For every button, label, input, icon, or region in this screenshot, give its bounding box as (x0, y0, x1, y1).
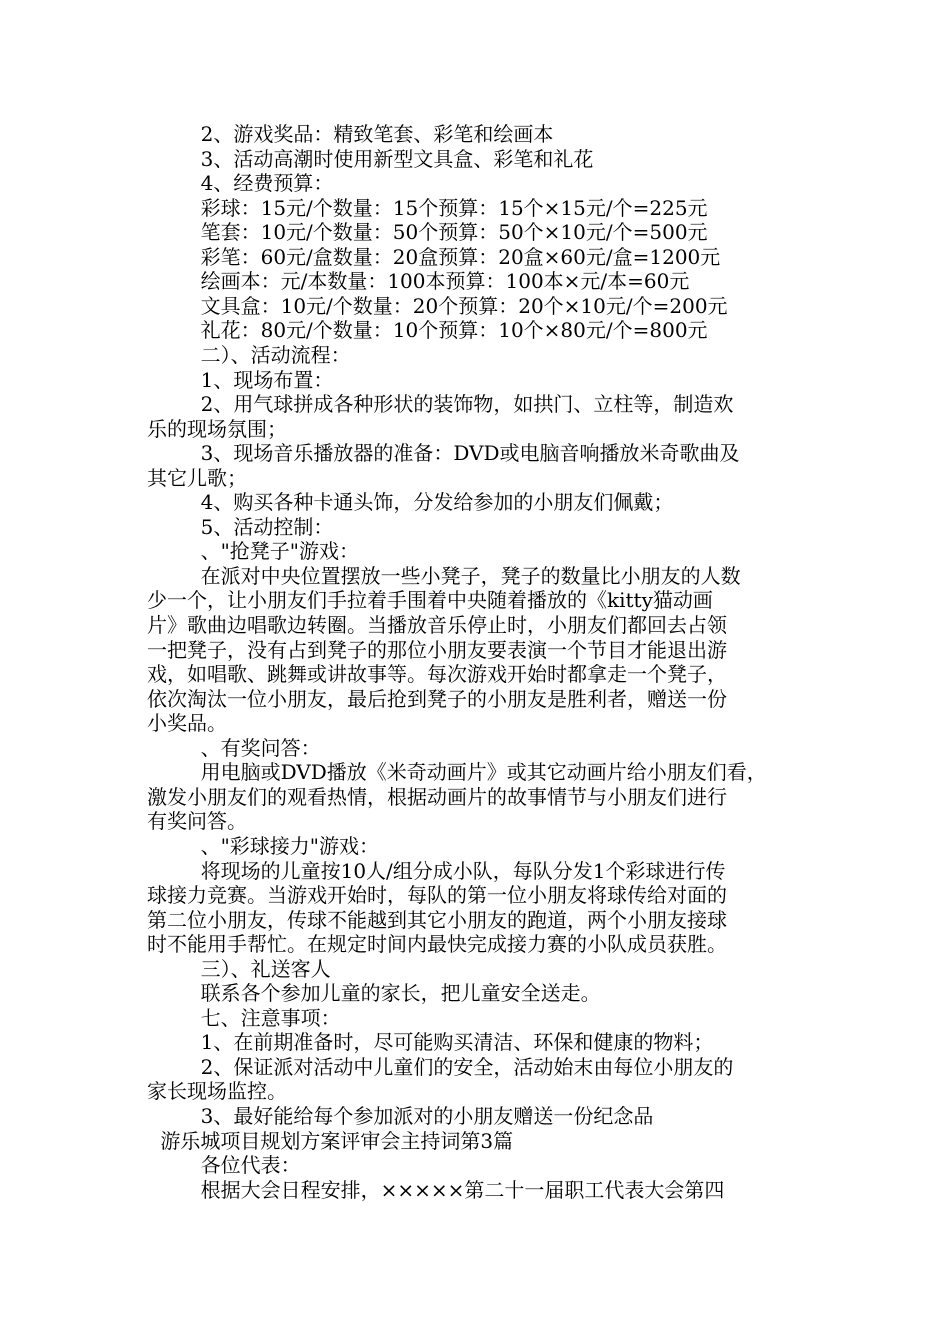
text-line: 联系各个参加儿童的家长，把儿童安全送走。 (200, 981, 601, 1006)
text-line: 戏，如唱歌、跳舞或讲故事等。每次游戏开始时都拿走一个凳子， (147, 662, 727, 687)
text-line: 游乐城项目规划方案评审会主持词第3篇 (160, 1128, 514, 1153)
text-line: 第二位小朋友，传球不能越到其它小朋友的跑道，两个小朋友接球 (147, 907, 727, 932)
text-line: 2、保证派对活动中儿童们的安全，活动始末由每位小朋友的 (200, 1054, 734, 1079)
text-line: 有奖问答。 (147, 809, 247, 834)
text-line: 1、现场布置： (200, 367, 334, 392)
text-line: 4、经费预算： (200, 171, 334, 196)
text-line: 球接力竞赛。当游戏开始时，每队的第一位小朋友将球传给对面的 (147, 883, 727, 908)
text-line: 在派对中央位置摆放一些小凳子，凳子的数量比小朋友的人数 (200, 563, 741, 588)
text-line: 文具盒：10元/个数量：20个预算：20个×10元/个=200元 (200, 293, 728, 318)
text-line: 其它儿歌； (147, 465, 247, 490)
text-line: 乐的现场氛围； (147, 416, 287, 441)
text-line: 彩球：15元/个数量：15个预算：15个×15元/个=225元 (200, 195, 708, 220)
text-line: 用电脑或DVD播放《米奇动画片》或其它动画片给小朋友们看， (200, 760, 767, 785)
text-line: 笔套：10元/个数量：50个预算：50个×10元/个=500元 (200, 220, 708, 245)
text-line: 、有奖问答： (200, 735, 321, 760)
text-line: 4、购买各种卡通头饰，分发给参加的小朋友们佩戴； (200, 490, 674, 515)
text-line: 彩笔：60元/盒数量：20盒预算：20盒×60元/盒=1200元 (200, 244, 721, 269)
text-line: 礼花：80元/个数量：10个预算：10个×80元/个=800元 (200, 318, 708, 343)
text-line: 七、注意事项： (200, 1005, 341, 1030)
text-line: 一把凳子，没有占到凳子的那位小朋友要表演一个节目才能退出游 (147, 637, 727, 662)
text-line: 1、在前期准备时，尽可能购买清洁、环保和健康的物料； (200, 1030, 714, 1055)
text-line: 2、游戏奖品：精致笔套、彩笔和绘画本 (200, 122, 554, 146)
text-line: 3、现场音乐播放器的准备：DVD或电脑音响播放米奇歌曲及 (200, 441, 740, 466)
text-line: 少一个，让小朋友们手拉着手围着中央随着播放的《kitty猫动画 (147, 588, 713, 613)
text-line: 三）、礼送客人 (200, 956, 331, 981)
text-line: 将现场的儿童按10人/组分成小队，每队分发1个彩球进行传 (200, 858, 726, 883)
text-line: 根据大会日程安排，×××××第二十一届职工代表大会第四 (200, 1177, 725, 1202)
text-line: 、"抢凳子"游戏： (200, 539, 359, 564)
text-line: 片》歌曲边唱歌边转圈。当播放音乐停止时，小朋友们都回去占领 (147, 613, 727, 637)
text-line: 时不能用手帮忙。在规定时间内最快完成接力赛的小队成员获胜。 (147, 932, 727, 957)
text-line: 二）、活动流程： (200, 342, 351, 367)
text-line: 5、活动控制： (200, 514, 334, 539)
text-line: 绘画本：元/本数量：100本预算：100本×元/本=60元 (200, 269, 690, 294)
text-line: 激发小朋友们的观看热情，根据动画片的故事情节与小朋友们进行 (147, 784, 727, 809)
text-line: 家长现场监控。 (147, 1079, 287, 1104)
text-line: 3、最好能给每个参加派对的小朋友赠送一份纪念品 (200, 1104, 654, 1128)
text-line: 、"彩球接力"游戏： (200, 833, 379, 858)
text-line: 小奖品。 (147, 711, 227, 736)
text-line: 2、用气球拼成各种形状的装饰物，如拱门、立柱等，制造欢 (200, 392, 734, 417)
text-line: 依次淘汰一位小朋友，最后抢到凳子的小朋友是胜利者，赠送一份 (147, 686, 727, 711)
text-line: 3、活动高潮时使用新型文具盒、彩笔和礼花 (200, 146, 594, 171)
text-line: 各位代表： (200, 1153, 301, 1178)
